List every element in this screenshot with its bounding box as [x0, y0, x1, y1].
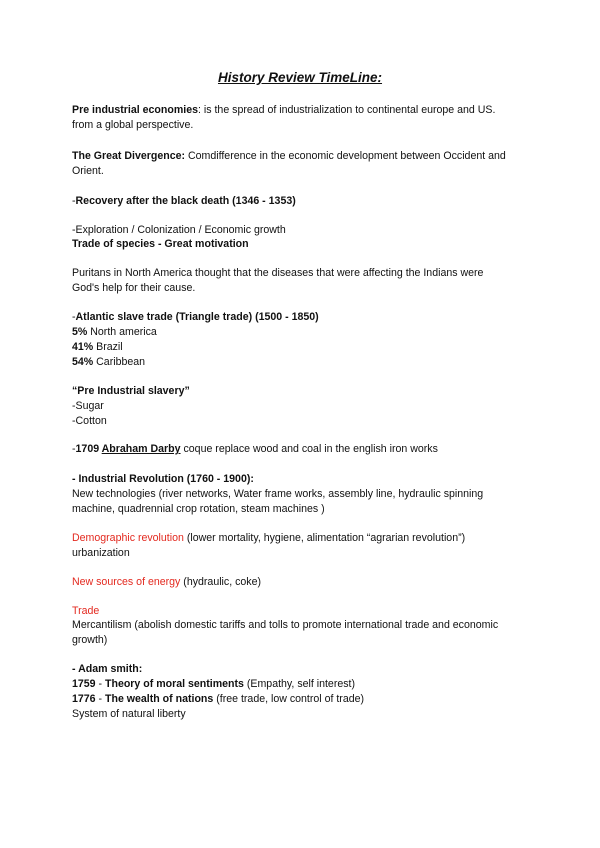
trade-of-species-line: Trade of species - Great motivation: [72, 238, 249, 250]
industrial-revolution-line-2: machine, quadrennial crop rotation, steam machines ): [72, 503, 325, 515]
atlantic-heading: -Atlantic slave trade (Triangle trade) (1500 - 1850): [72, 311, 319, 323]
great-divergence-term: The Great Divergence:: [72, 150, 186, 162]
pre-industrial-line-2: from a global perspective.: [72, 119, 194, 131]
pre-slavery-heading: “Pre Industrial slavery”: [72, 385, 190, 397]
great-divergence-line-1: The Great Divergence: Comdifference in the economic development between Occident and: [72, 150, 506, 162]
adam-smith-heading: - Adam smith:: [72, 663, 143, 675]
puritans-line-1: Puritans in North America thought that the diseases that were affecting the Indians were: [72, 267, 484, 279]
adam-smith-entry: 1776 - The wealth of nations (free trade, low control of trade): [72, 693, 365, 705]
demographic-label: Demographic revolution: [72, 532, 184, 544]
demographic-line: Demographic revolution (lower mortality, hygiene, alimentation “agrarian revolution”): [72, 532, 466, 544]
atlantic-item: 41% Brazil: [72, 341, 123, 353]
abraham-darby-name: Abraham Darby: [101, 443, 181, 455]
great-divergence-line-2: Orient.: [72, 165, 104, 177]
energy-line: New sources of energy (hydraulic, coke): [72, 576, 262, 588]
pre-industrial-line-1: Pre industrial economies: is the spread of industrialization to continental europe and US.: [72, 104, 496, 116]
adam-smith-entry: 1759 - Theory of moral sentiments (Empathy, self interest): [72, 678, 356, 690]
industrial-revolution-line-1: New technologies (river networks, Water frame works, assembly line, hydraulic spinning: [72, 488, 484, 500]
puritans-line-2: God's help for their cause.: [72, 282, 196, 294]
energy-label: New sources of energy: [72, 576, 181, 588]
exploration-line: -Exploration / Colonization / Economic growth: [72, 224, 286, 236]
page-title: History Review TimeLine:: [217, 70, 383, 85]
atlantic-item: 5% North america: [72, 326, 157, 338]
urbanization-line: urbanization: [72, 547, 130, 559]
pre-industrial-term: Pre industrial economies: [72, 104, 198, 116]
darby-line: -1709 Abraham Darby coque replace wood and coal in the english iron works: [72, 443, 438, 455]
mercantilism-line-1: Mercantilism (abolish domestic tariffs and tolls to promote international trade and economic: [72, 619, 499, 631]
pre-slavery-item: -Sugar: [72, 400, 104, 412]
recovery-heading: -Recovery after the black death (1346 - 1353): [72, 195, 296, 207]
mercantilism-line-2: growth): [72, 634, 108, 646]
pre-slavery-item: -Cotton: [72, 415, 107, 427]
trade-heading: Trade: [72, 605, 100, 617]
atlantic-item: 54% Caribbean: [72, 356, 146, 368]
industrial-revolution-heading: - Industrial Revolution (1760 - 1900):: [72, 473, 254, 485]
natural-liberty-line: System of natural liberty: [72, 708, 186, 720]
